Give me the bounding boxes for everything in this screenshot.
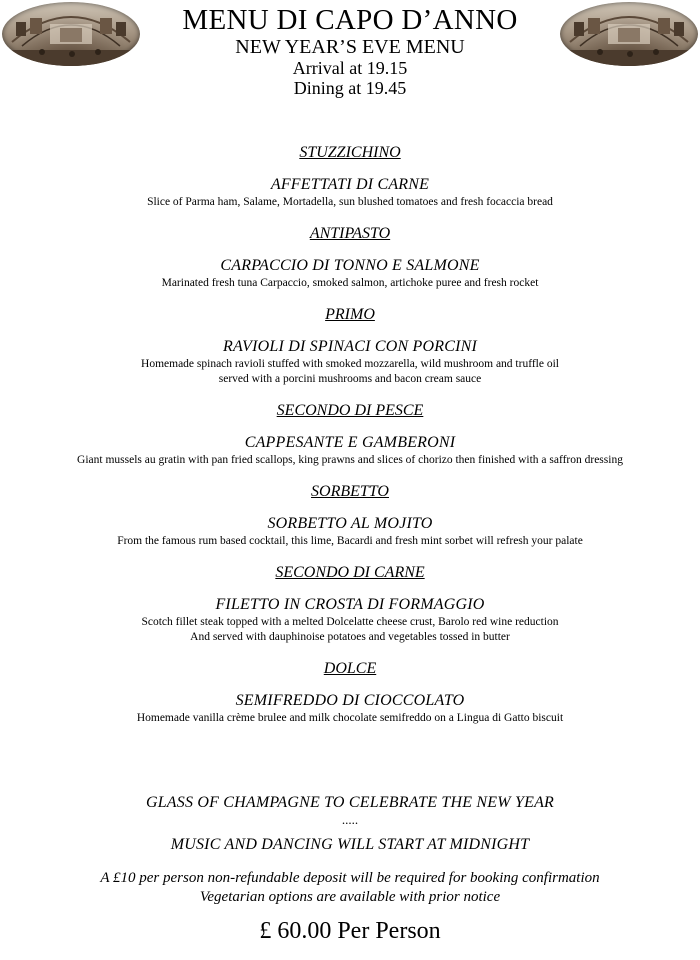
dish-description: Homemade vanilla crème brulee and milk chocolate semifreddo on a Lingua di Gatto biscuit <box>136 712 564 724</box>
course-sorbetto <box>0 482 700 549</box>
arrival-time: Arrival at 19.15 <box>292 58 408 78</box>
menu-title: MENU DI CAPO D’ANNO <box>182 4 518 36</box>
course-dolce <box>0 659 700 726</box>
dish-name: CAPPESANTE E GAMBERONI <box>244 434 456 451</box>
dish-name: SEMIFREDDO DI CIOCCOLATO <box>235 692 465 709</box>
gallery-painting-image-left <box>2 2 140 66</box>
separator-dots: ..... <box>341 812 359 827</box>
dish-name: CARPACCIO DI TONNO E SALMONE <box>220 257 480 274</box>
dish-name: AFFETTATI DI CARNE <box>270 176 430 193</box>
gallery-painting-illustration <box>560 2 698 66</box>
gallery-painting-image-right <box>560 2 698 66</box>
vegetarian-note: Vegetarian options are available with prior notice <box>199 889 501 905</box>
menu-subtitle: NEW YEAR’S EVE MENU <box>235 36 465 58</box>
dish-name: SORBETTO AL MOJITO <box>267 515 433 532</box>
booking-notes <box>0 869 700 907</box>
course-secondo-di-pesce <box>0 401 700 468</box>
gallery-painting-illustration <box>2 2 140 66</box>
dish-name: FILETTO IN CROSTA DI FORMAGGIO <box>215 596 485 613</box>
dish-description: Homemade spinach ravioli stuffed with smoked mozzarella, wild mushroom and truffle oil <box>141 358 559 370</box>
dish-name: RAVIOLI DI SPINACI CON PORCINI <box>222 338 478 355</box>
course-label: STUZZICHINO <box>299 144 401 161</box>
price-per-person: £ 60.00 Per Person <box>259 918 441 944</box>
course-primo <box>0 305 700 387</box>
dining-time: Dining at 19.45 <box>293 78 407 98</box>
course-antipasto <box>0 224 700 291</box>
dish-description: Marinated fresh tuna Carpaccio, smoked salmon, artichoke puree and fresh rocket <box>161 277 539 289</box>
dish-description: Giant mussels au gratin with pan fried scallops, king prawns and slices of chorizo then finished with a saffron dressing <box>77 454 623 466</box>
menu-courses <box>0 143 700 740</box>
deposit-note: A £10 per person non-refundable deposit will be required for booking confirmation <box>100 870 600 886</box>
course-label: SECONDO DI CARNE <box>275 564 425 581</box>
course-label: SORBETTO <box>311 483 389 500</box>
champagne-announcement: GLASS OF CHAMPAGNE TO CELEBRATE THE NEW YEAR <box>145 794 555 811</box>
dish-description: served with a porcini mushrooms and bacon cream sauce <box>218 373 482 385</box>
course-stuzzichino <box>0 143 700 210</box>
dish-description: Slice of Parma ham, Salame, Mortadella, sun blushed tomatoes and fresh focaccia bread <box>147 196 553 208</box>
course-secondo-di-carne <box>0 563 700 645</box>
dish-description: And served with dauphinoise potatoes and vegetables tossed in butter <box>190 631 510 643</box>
dish-description: Scotch fillet steak topped with a melted Dolcelatte cheese crust, Barolo red wine reduction <box>141 616 559 628</box>
course-label: PRIMO <box>325 306 375 323</box>
menu-closing <box>0 793 700 945</box>
music-announcement: MUSIC AND DANCING WILL START AT MIDNIGHT <box>170 836 530 853</box>
menu-header <box>140 0 560 98</box>
course-label: ANTIPASTO <box>309 225 391 242</box>
course-label: SECONDO DI PESCE <box>276 402 424 419</box>
course-label: DOLCE <box>323 660 377 677</box>
dish-description: From the famous rum based cocktail, this lime, Bacardi and fresh mint sorbet will refresh your palate <box>117 535 583 547</box>
